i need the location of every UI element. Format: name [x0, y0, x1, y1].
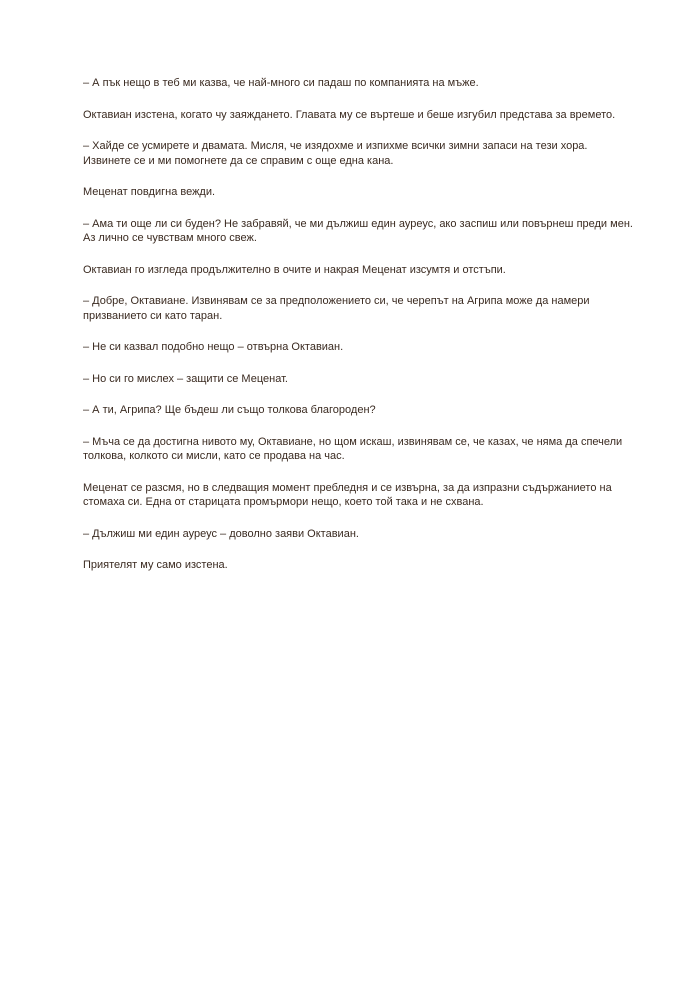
- paragraph: Приятелят му само изстена.: [83, 559, 228, 571]
- paragraph: – Дължиш ми един ауреус – доволно заяви Октавиан.: [83, 527, 359, 540]
- paragraph: Октавиан го изгледа продължително в очите и накрая Меценат изсумтя и отстъпи.: [83, 263, 506, 276]
- paragraph: – Добре, Октавиане. Извинявам се за предположението си, че черепът на Агрипа може да намери призванието си като таран.: [83, 295, 590, 322]
- paragraph: – Хайде се усмирете и двамата. Мисля, че изядохме и изпихме всички зимни запаси на тези хора. Извинете се и ми помогнете да се справим с още една кана.: [83, 140, 588, 167]
- paragraph: – Ама ти още ли си буден? Не забравяй, че ми дължиш един ауреус, ако заспиш или повърнеш преди мен. Аз лично се чувствам много свеж.: [83, 217, 633, 244]
- paragraph: – А пък нещо в теб ми казва, че най-много си падаш по компанията на мъже.: [83, 77, 479, 89]
- paragraph: – А ти, Агрипа? Ще бъдеш ли също толкова благороден?: [83, 404, 376, 416]
- paragraph: Меценат се разсмя, но в следващия момент пребледня и се извърна, за да изпразни съдържанието на стомаха си. Една от старицата промърмори нещо, което той така и не схвана.: [83, 481, 612, 508]
- paragraph: – Не си казвал подобно нещо – отвърна Октавиан.: [83, 341, 344, 353]
- paragraph: Октавиан изстена, когато чу заяждането. Главата му се въртеше и беше изгубил представа за времето.: [83, 108, 616, 121]
- paragraph: – Но си го мислех – защити се Меценат.: [83, 372, 288, 385]
- paragraph: Меценат повдигна вежди.: [83, 186, 216, 198]
- paragraph: – Мъча се да достигна нивото му, Октавиане, но щом искаш, извинявам се, че казах, че няма да спечели толкова, колкото си мисли, като се продава на час.: [83, 435, 623, 462]
- document-body: [83, 76, 643, 590]
